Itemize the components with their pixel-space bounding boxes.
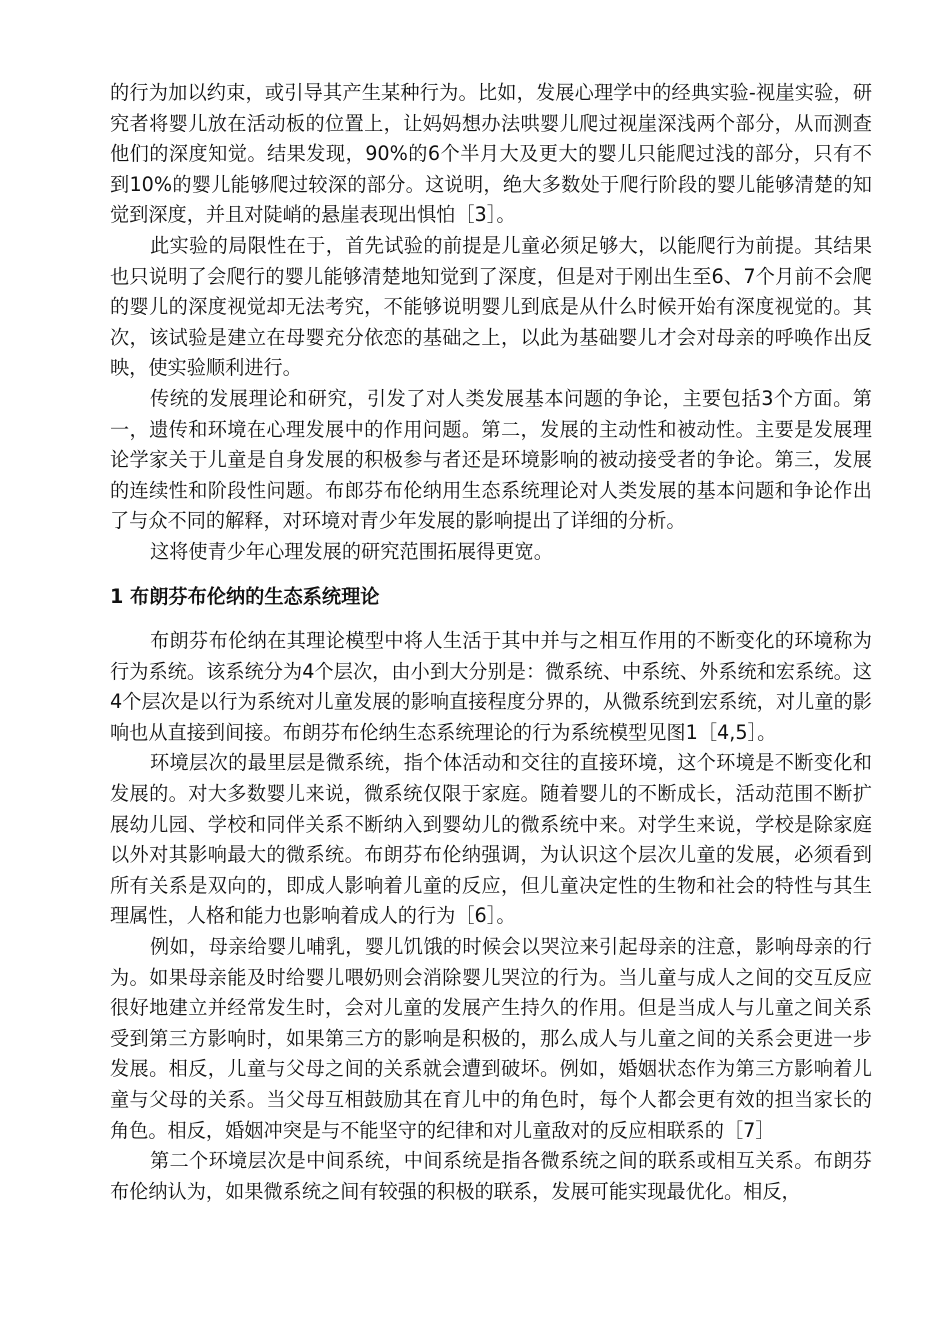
- section-heading: 1 布朗芬布伦纳的生态系统理论: [110, 584, 380, 608]
- paragraph-mesosystem: 第二个环境层次是中间系统，中间系统是指各微系统之间的联系或相互关系。布朗芬布伦纳认为，如果微系统之间有较强的积极的联系，发展可能实现最优化。相反，: [110, 1149, 872, 1203]
- paragraph-developmental-debates: 传统的发展理论和研究，引发了对人类发展基本问题的争论，主要包括3个方面。第一，遗传和环境在心理发展中的作用问题。第二，发展的主动性和被动性。主要是发展理论学家关于儿童是自身发展的积极参与者还是环境影响的被动接受者的争论。第三，发展的连续性和阶段性问题。布郎芬布伦纳用生态系统理论对人类发展的基本问题和争论作出了与众不同的解释，对环境对青少年发展的影响提出了详细的分析。: [110, 386, 872, 533]
- document-page: [110, 78, 872, 1207]
- paragraph-microsystem-example: 例如，母亲给婴儿哺乳，婴儿饥饿的时候会以哭泣来引起母亲的注意，影响母亲的行为。如果母亲能及时给婴儿喂奶则会消除婴儿哭泣的行为。当儿童与成人之间的交互反应很好地建立并经常发生时，会对儿童的发展产生持久的作用。但是当成人与儿童之间关系受到第三方影响时，如果第三方的影响是积极的，那么成人与儿童之间的关系会更进一步发展。相反，儿童与父母之间的关系就会遭到破坏。例如，婚姻状态作为第三方影响着儿童与父母的关系。当父母互相鼓励其在育儿中的角色时，每个人都会更有效的担当家长的角色。相反，婚姻冲突是与不能坚守的纪律和对儿童敌对的反应相联系的［7］: [110, 935, 872, 1142]
- paragraph-experiment-limitations: 此实验的局限性在于，首先试验的前提是儿童必须足够大，以能爬行为前提。其结果也只说明了会爬行的婴儿能够清楚地知觉到了深度，但是对于刚出生至6、7个月前不会爬的婴儿的深度视觉却无法考究，不能够说明婴儿到底是从什么时候开始有深度视觉的。其次，该试验是建立在母婴充分依恋的基础之上，以此为基础婴儿才会对母亲的呼唤作出反映，使实验顺利进行。: [110, 233, 872, 380]
- paragraph-behavior-system: 布朗芬布伦纳在其理论模型中将人生活于其中并与之相互作用的不断变化的环境称为行为系统。该系统分为4个层次，由小到大分别是：微系统、中系统、外系统和宏系统。这4个层次是以行为系统对儿童发展的影响直接程度分界的，从微系统到宏系统，对儿童的影响也从直接到间接。布朗芬布伦纳生态系统理论的行为系统模型见图1［4,5］。: [110, 629, 872, 744]
- paragraph-research-scope: 这将使青少年心理发展的研究范围拓展得更宽。: [150, 539, 553, 563]
- paragraph-microsystem: 环境层次的最里层是微系统，指个体活动和交往的直接环境，这个环境是不断变化和发展的。对大多数婴儿来说，微系统仅限于家庭。随着婴儿的不断成长，活动范围不断扩展幼儿园、学校和同伴关系不断纳入到婴幼儿的微系统中来。对学生来说，学校是除家庭以外对其影响最大的微系统。布朗芬布伦纳强调，为认识这个层次儿童的发展，必须看到所有关系是双向的，即成人影响着儿童的反应，但儿童决定性的生物和社会的特性与其生理属性，人格和能力也影响着成人的行为［6］。: [110, 751, 872, 928]
- paragraph-visual-cliff-experiment: 的行为加以约束，或引导其产生某种行为。比如，发展心理学中的经典实验-视崖实验，研究者将婴儿放在活动板的位置上，让妈妈想办法哄婴儿爬过视崖深浅两个部分，从而测查他们的深度知觉。结果发现，90%的6个半月大及更大的婴儿只能爬过浅的部分，只有不到10%的婴儿能够爬过较深的部分。这说明，绝大多数处于爬行阶段的婴儿能够清楚的知觉到深度，并且对陡峭的悬崖表现出惧怕［3］。: [110, 81, 872, 227]
